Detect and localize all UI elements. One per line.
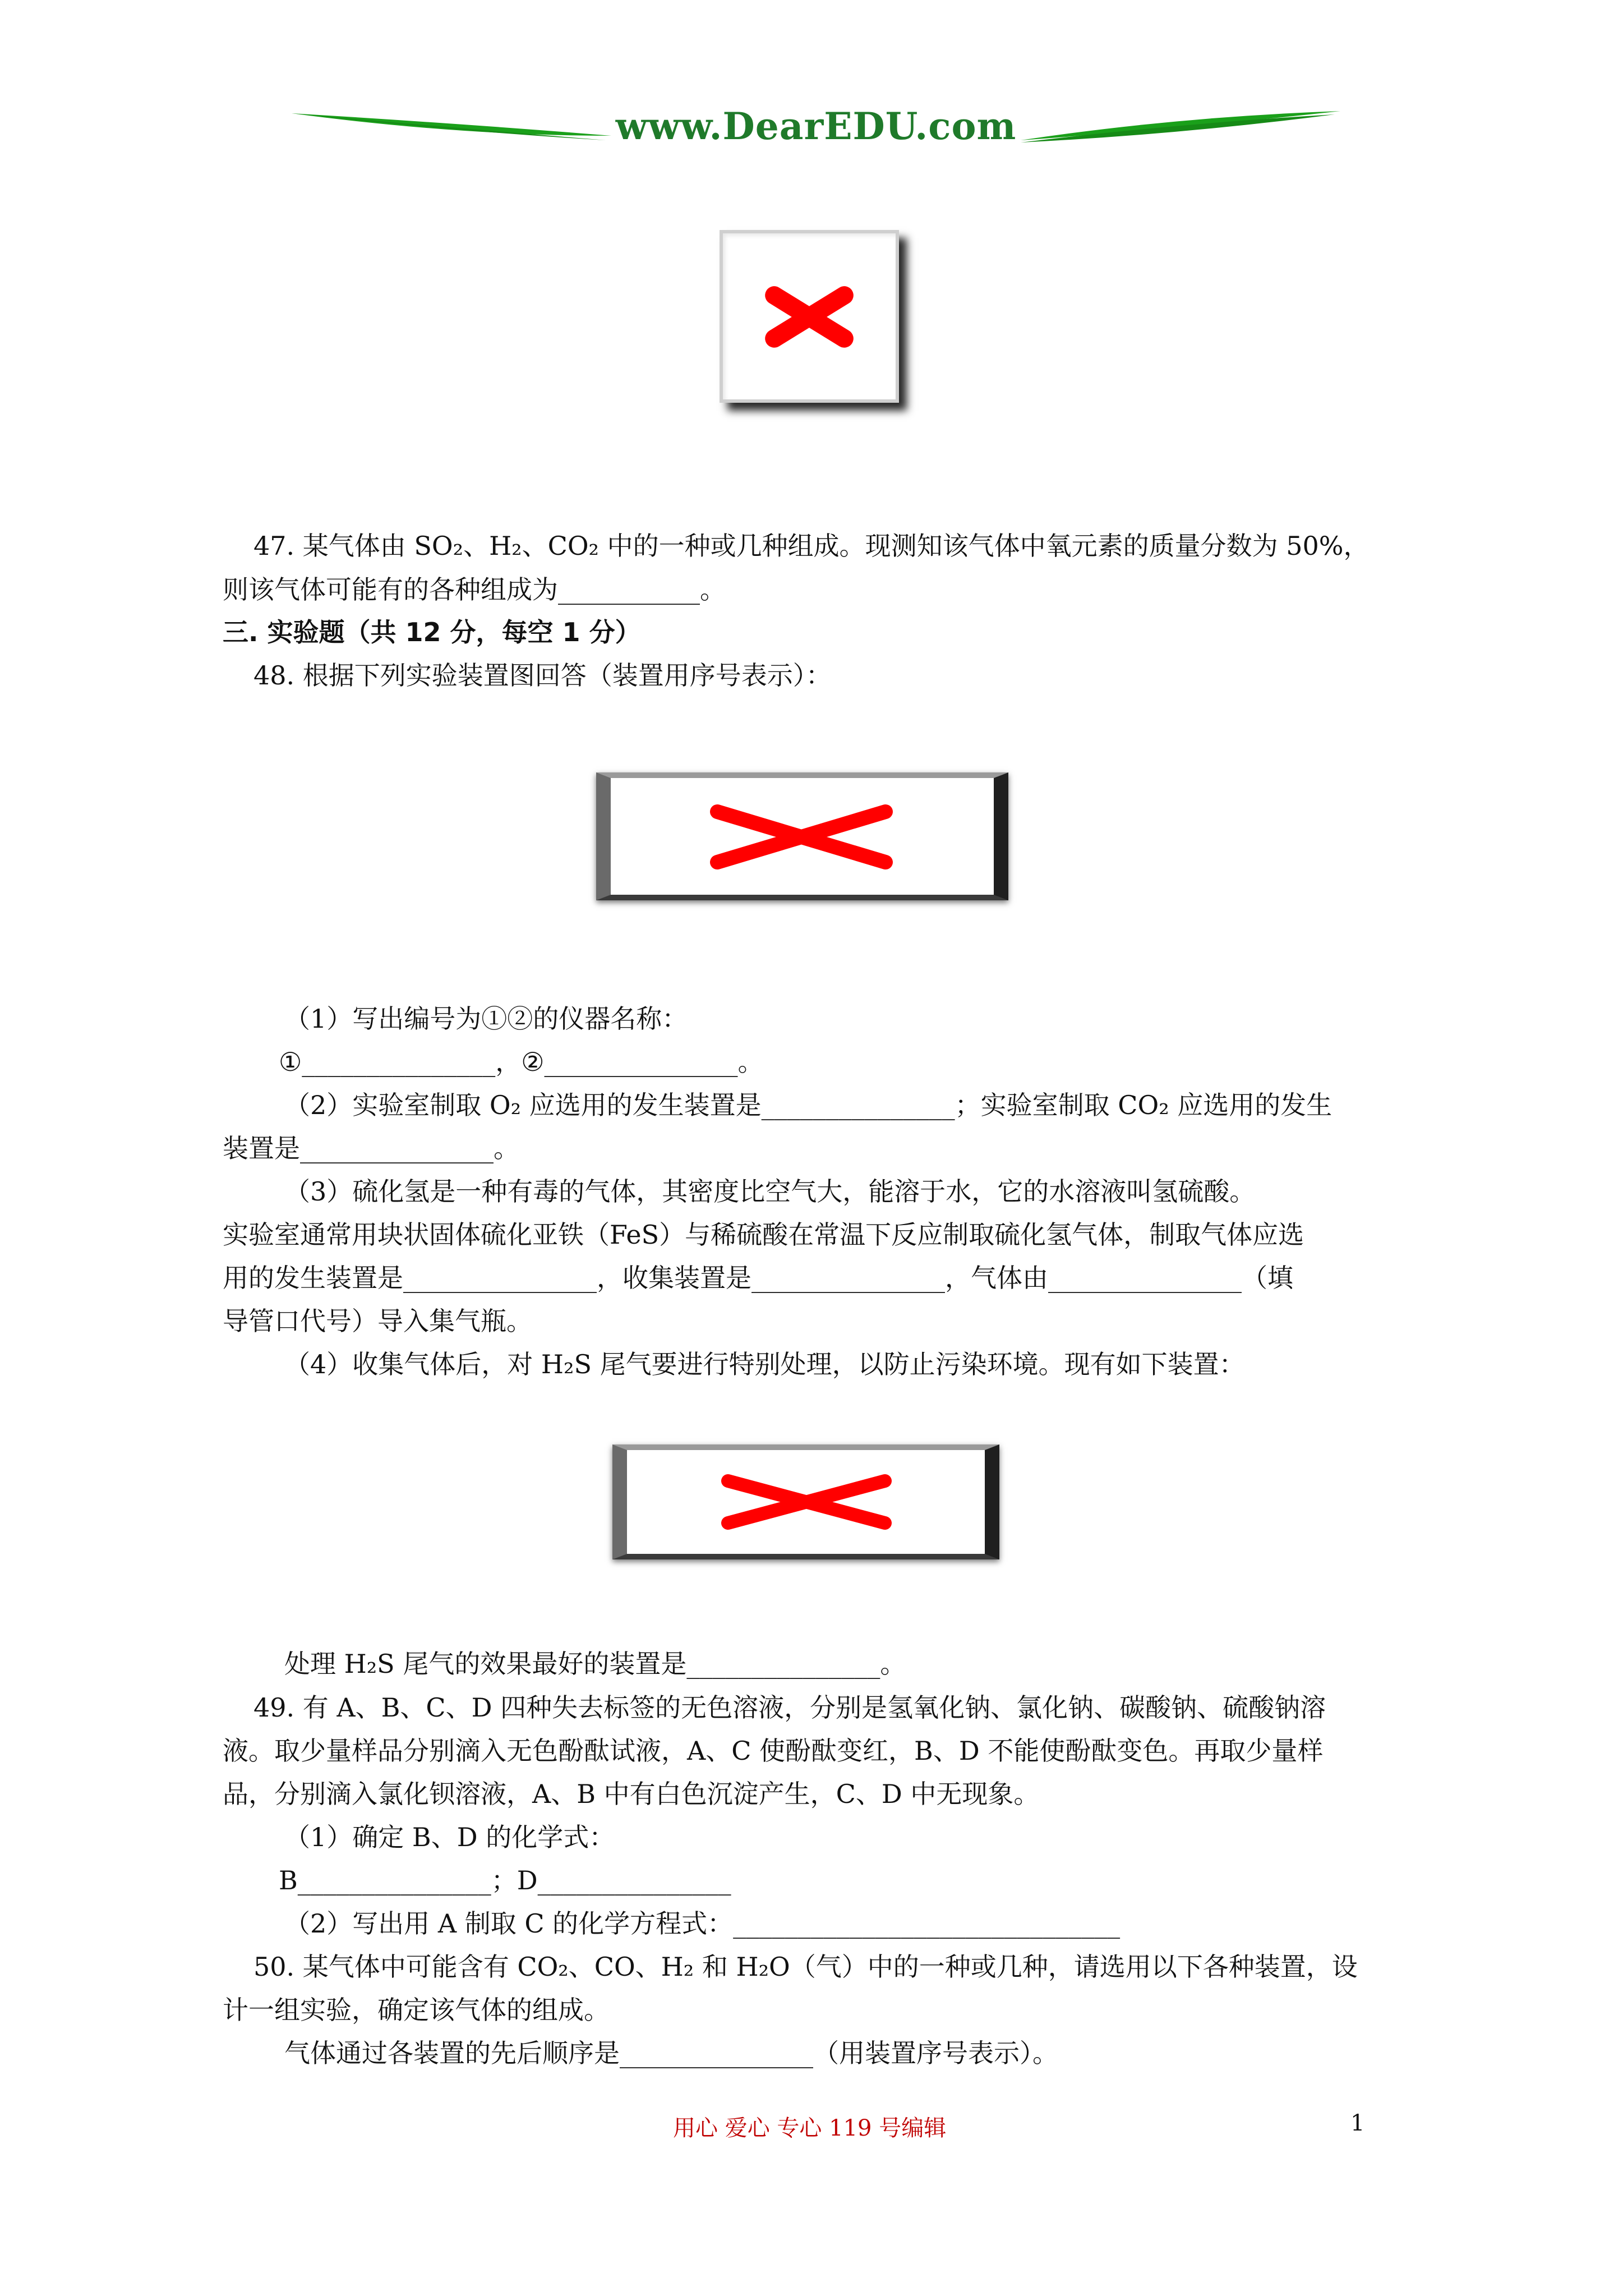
broken-image-icon (720, 230, 899, 403)
question-48-part-2-line-1: （2）实验室制取 O₂ 应选用的发生装置是_______________；实验室制取 CO₂ 应选用的发生 (284, 1090, 1332, 1120)
red-x-icon (723, 233, 896, 399)
broken-image-icon (596, 772, 1008, 900)
question-49-part-1-blanks: B_______________；D_______________ (279, 1865, 731, 1895)
question-48-part-4: （4）收集气体后，对 H₂S 尾气要进行特别处理，以防止污染环境。现有如下装置： (284, 1349, 1245, 1379)
question-50-line-2: 计一组实验，确定该气体的组成。 (223, 1995, 610, 2025)
question-48-part-3-line-4: 导管口代号）导入集气瓶。 (223, 1306, 532, 1336)
question-48-intro: 48. 根据下列实验装置图回答（装置用序号表示）： (253, 660, 832, 691)
question-48-part-1: （1）写出编号为①②的仪器名称： (284, 1004, 688, 1034)
question-47-line-1: 47. 某气体由 SO₂、H₂、CO₂ 中的一种或几种组成。现测知该气体中氧元素的质量分数为 50%， (253, 531, 1370, 561)
red-x-icon (611, 778, 994, 895)
question-48-part-1-blanks: ①_______________，②_______________。 (279, 1047, 764, 1077)
question-48-part-4-answer: 处理 H₂S 尾气的效果最好的装置是_______________。 (284, 1649, 906, 1679)
site-logo (292, 101, 1340, 151)
broken-image-icon (612, 1444, 999, 1559)
question-48-part-2-line-2: 装置是_______________。 (223, 1133, 519, 1163)
question-50-line-3: 气体通过各装置的先后顺序是_______________（用装置序号表示）。 (284, 2038, 1058, 2068)
question-49-line-3: 品，分别滴入氯化钡溶液，A、B 中有白色沉淀产生，C、D 中无现象。 (223, 1779, 1040, 1809)
question-48-part-3-line-2: 实验室通常用块状固体硫化亚铁（FeS）与稀硫酸在常温下反应制取硫化氢气体，制取气体应选 (223, 1220, 1304, 1250)
footer-text: 用心 爱心 专心 119 号编辑 (673, 2115, 947, 2141)
red-x-icon (627, 1450, 985, 1554)
question-49-part-1: （1）确定 B、D 的化学式： (284, 1822, 615, 1852)
question-49-line-2: 液。取少量样品分别滴入无色酚酞试液，A、C 使酚酞变红，B、D 不能使酚酞变色。再取少量样 (223, 1736, 1324, 1766)
logo-text: www.DearEDU.com (615, 104, 1017, 148)
question-48-part-3-line-1: （3）硫化氢是一种有毒的气体，其密度比空气大，能溶于水，它的水溶液叫氢硫酸。 (284, 1176, 1256, 1207)
question-47-line-2: 则该气体可能有的各种组成为___________。 (223, 574, 726, 605)
question-48-part-3-line-3: 用的发生装置是_______________，收集装置是_______________，气体由_______________（填 (223, 1263, 1293, 1293)
question-50-line-1: 50. 某气体中可能含有 CO₂、CO、H₂ 和 H₂O（气）中的一种或几种，请选用以下各种装置，设 (253, 1952, 1358, 1982)
question-49-part-2: （2）写出用 A 制取 C 的化学方程式：______________________________ (284, 1908, 1121, 1939)
question-49-line-1: 49. 有 A、B、C、D 四种失去标签的无色溶液，分别是氢氧化钠、氯化钠、碳酸钠、硫酸钠溶 (253, 1692, 1326, 1723)
section-heading: 三. 实验题（共 12 分，每空 1 分） (223, 617, 641, 647)
page-number: 1 (1350, 2110, 1365, 2136)
